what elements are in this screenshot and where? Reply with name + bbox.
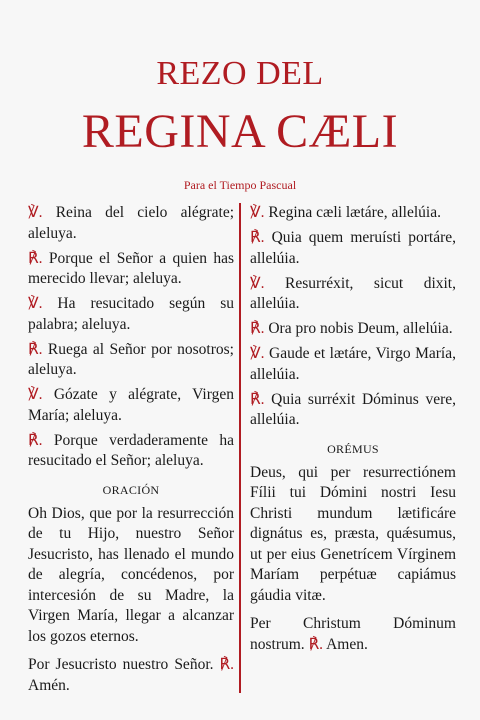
prayer-closing [28, 655, 234, 696]
verse [28, 203, 234, 244]
subtitle: Para el Tiempo Pascual [183, 178, 297, 192]
latin-column [250, 203, 456, 663]
verse [250, 319, 456, 340]
amen-text: Amen. [323, 635, 368, 653]
verse-text: Quia quem meruísti portáre, allelúia. [250, 229, 456, 267]
verse [250, 390, 456, 431]
response-mark: ℟. [250, 320, 265, 337]
verse-text: Resurréxit, sicut dixit, allelúia. [250, 274, 456, 312]
title-line-2: REGINA CÆLI [81, 105, 399, 158]
response-mark: ℟. [308, 635, 324, 653]
closing-text: Per Christum Dóminum nostrum. [250, 615, 456, 653]
spanish-verses [28, 203, 234, 472]
prayer-heading: ORÉMUS [327, 441, 379, 456]
verse [28, 249, 234, 290]
verse-text: Ora pro nobis Deum, allelúia. [264, 320, 453, 337]
response-mark: ℟. [250, 229, 265, 246]
versicle-mark: ℣. [250, 345, 265, 362]
verse-text: Reina del cielo alégrate; aleluya. [28, 204, 234, 242]
verse-text: Ruega al Señor por nosotros; aleluya. [28, 340, 234, 378]
verse-text: Ha resucitado según su palabra; aleluya. [28, 295, 234, 333]
response-mark: ℟. [250, 390, 265, 408]
verse [28, 431, 234, 472]
prayer-text: Deus, qui per resurrectiónem Fílii tui Dómini nostri Iesu Christi mundum lætificáre dignátus es, præsta, quǽsumus, ut per eius Genetrícem Vírginem Maríam perpétuæ capiámus gáudia vitæ. [250, 463, 456, 604]
verse [250, 228, 456, 269]
verse-text: Gózate y alégrate, Virgen María; aleluya. [28, 386, 234, 424]
prayer-closing [250, 614, 456, 655]
verse-text: Gaude et lætáre, Virgo María, allelúia. [250, 345, 456, 383]
prayer-heading: ORACIÓN [102, 482, 160, 497]
spanish-column [28, 203, 234, 704]
amen-text: Amén. [28, 676, 70, 694]
verse-text: Porque verdaderamente ha resucitado el Señor; aleluya. [28, 431, 234, 469]
prayer-text: Oh Dios, que por la resurrección de tu Hijo, nuestro Señor Jesucristo, has llenado el mundo de alegría, concédenos, por intercesión de su Madre, la Virgen María, llegar a alcanzar los gozos eternos. [28, 504, 234, 645]
versicle-mark: ℣. [28, 386, 43, 403]
versicle-mark: ℣. [250, 204, 265, 221]
response-mark: ℟. [28, 431, 43, 449]
response-mark: ℟. [28, 340, 43, 358]
latin-prayer [250, 463, 456, 656]
verse [250, 274, 456, 315]
verse [28, 385, 234, 426]
verse-text: Porque el Señor a quien has merecido llevar; aleluya. [28, 249, 234, 287]
versicle-mark: ℣. [250, 274, 265, 292]
verse [250, 203, 456, 224]
column-divider [239, 203, 241, 693]
response-mark: ℟. [28, 249, 43, 267]
closing-text: Por Jesucristo nuestro Señor. [28, 656, 214, 673]
title-line-1: REZO DEL [156, 55, 324, 92]
verse-text: Quia surréxit Dóminus vere, allelúia. [250, 390, 456, 428]
versicle-mark: ℣. [28, 295, 43, 312]
latin-verses [250, 203, 456, 431]
versicle-mark: ℣. [28, 204, 43, 221]
spanish-prayer [28, 504, 234, 697]
verse [28, 340, 234, 381]
verse-text: Regina cæli lætáre, allelúia. [264, 204, 441, 221]
response-mark: ℟. [219, 656, 234, 673]
verse [28, 294, 234, 335]
verse [250, 344, 456, 385]
